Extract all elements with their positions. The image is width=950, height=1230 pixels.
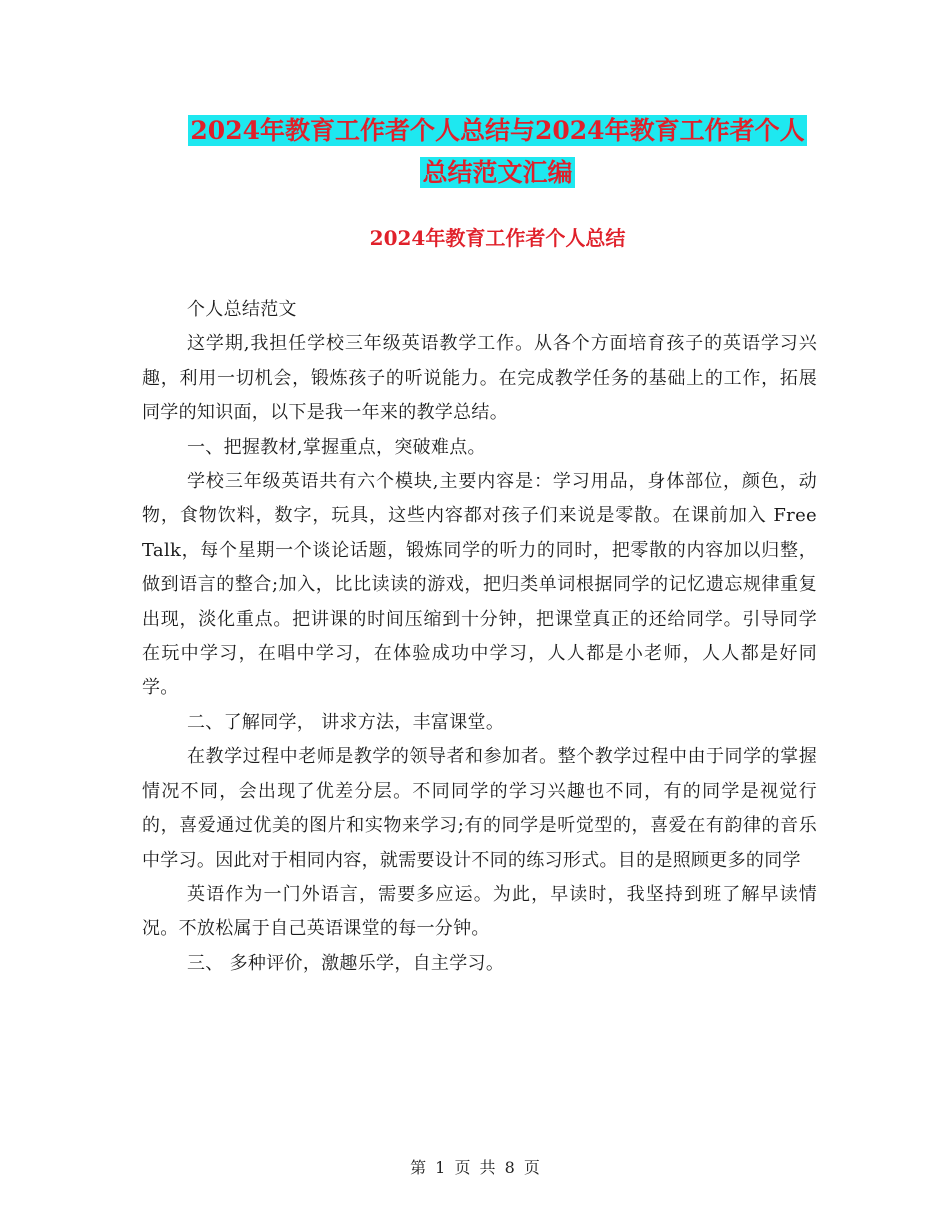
heading-point-two: 二、了解同学， 讲求方法，丰富课堂。: [187, 711, 505, 733]
heading-point-three: 三、 多种评价，激趣乐学，自主学习。: [187, 952, 505, 974]
section-title: 2024年教育工作者个人总结: [369, 226, 626, 250]
document-title-line2: 总结范文汇编: [422, 158, 573, 187]
paragraph-point-two: 在教学过程中老师是教学的领导者和参加者。整个教学过程中由于同学的掌握情况不同，会出现了优差分层。不同同学的学习兴趣也不同，有的同学是视觉行的，喜爱通过优美的图片和实物来学习;有的同学是听觉型的，喜爱在有韵律的音乐中学习。因此对于相同内容，就需要设计不同的练习形式。目的是照顾更多的同学: [142, 746, 817, 871]
paragraph-intro: 这学期,我担任学校三年级英语教学工作。从各个方面培育孩子的英语学习兴趣，利用一切机会，锻炼孩子的听说能力。在完成教学任务的基础上的工作，拓展同学的知识面，以下是我一年来的教学总结。: [142, 333, 817, 424]
document-body: [142, 293, 817, 981]
heading-point-one: 一、把握教材,掌握重点，突破难点。: [187, 436, 486, 458]
document-title-line1: 2024年教育工作者个人总结与2024年教育工作者个人: [190, 116, 805, 145]
page-footer: 第 1 页 共 8 页: [410, 1158, 540, 1177]
paragraph-morning-reading: 英语作为一门外语言，需要多应运。为此，早读时，我坚持到班了解早读情况。不放松属于自己英语课堂的每一分钟。: [142, 883, 817, 940]
document-title: [140, 110, 855, 194]
paragraph-point-one: 学校三年级英语共有六个模块,主要内容是：学习用品，身体部位，颜色，动物，食物饮料，数字，玩具，这些内容都对孩子们来说是零散。在课前加入 Free Talk，每个星期一个谈论话题，锻炼同学的听力的同时，把零散的内容加以归整，做到语言的整合;加入，比比读读的游戏，把归类单词根据同学的记忆遗忘规律重复出现，淡化重点。把讲课的时间压缩到十分钟，把课堂真正的还给同学。引导同学在玩中学习，在唱中学习，在体验成功中学习，人人都是小老师，人人都是好同学。: [142, 471, 817, 699]
paragraph-subtitle: 个人总结范文: [187, 299, 297, 320]
